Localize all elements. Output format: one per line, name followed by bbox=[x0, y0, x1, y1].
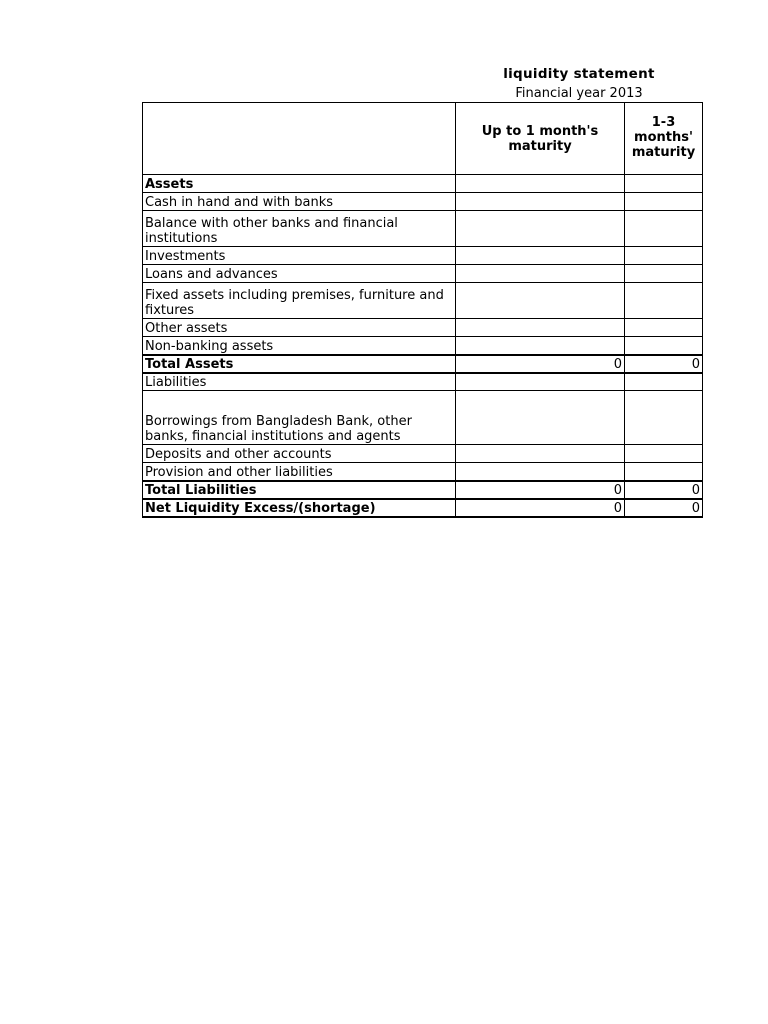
row-label: Fixed assets including premises, furniture and fixtures bbox=[143, 283, 456, 319]
statement-subtitle: Financial year 2013 bbox=[515, 86, 643, 101]
row-value-1 bbox=[456, 337, 625, 355]
row-value-2 bbox=[625, 211, 703, 247]
row-value-2 bbox=[625, 175, 703, 193]
row-value-1 bbox=[456, 373, 625, 391]
row-value-1 bbox=[456, 247, 625, 265]
total-liabilities-row bbox=[143, 481, 703, 499]
row-label: Cash in hand and with banks bbox=[143, 193, 456, 211]
liquidity-table bbox=[142, 102, 703, 518]
column-header-label bbox=[143, 103, 456, 175]
row-label: Investments bbox=[143, 247, 456, 265]
total-assets-row bbox=[143, 355, 703, 373]
row-label: Net Liquidity Excess/(shortage) bbox=[143, 499, 456, 517]
table-row bbox=[143, 445, 703, 463]
row-value-2: 0 bbox=[625, 499, 703, 517]
net-liquidity-row bbox=[143, 499, 703, 517]
row-value-2: 0 bbox=[625, 481, 703, 499]
row-label: Total Liabilities bbox=[143, 481, 456, 499]
statement-title: liquidity statement bbox=[503, 66, 655, 82]
row-value-1: 0 bbox=[456, 499, 625, 517]
table-row bbox=[143, 193, 703, 211]
row-value-1 bbox=[456, 193, 625, 211]
row-label: Deposits and other accounts bbox=[143, 445, 456, 463]
row-value-1 bbox=[456, 211, 625, 247]
row-label: Non-banking assets bbox=[143, 337, 456, 355]
table-row bbox=[143, 283, 703, 319]
column-header-1-3-months: 1-3 months' maturity bbox=[625, 103, 703, 175]
row-label: Loans and advances bbox=[143, 265, 456, 283]
row-value-2: 0 bbox=[625, 355, 703, 373]
table-header-row bbox=[143, 103, 703, 175]
row-value-2 bbox=[625, 265, 703, 283]
table-row bbox=[143, 247, 703, 265]
table-row bbox=[143, 319, 703, 337]
table-row bbox=[143, 337, 703, 355]
table-row bbox=[143, 373, 703, 391]
row-value-2 bbox=[625, 391, 703, 445]
table-row bbox=[143, 391, 703, 445]
row-value-2 bbox=[625, 445, 703, 463]
row-value-2 bbox=[625, 319, 703, 337]
row-label: Other assets bbox=[143, 319, 456, 337]
row-label: Liabilities bbox=[143, 373, 456, 391]
row-value-1 bbox=[456, 391, 625, 445]
table-row bbox=[143, 211, 703, 247]
row-value-2 bbox=[625, 373, 703, 391]
row-value-1: 0 bbox=[456, 481, 625, 499]
row-label: Borrowings from Bangladesh Bank, other banks, financial institutions and agents bbox=[143, 391, 456, 445]
row-value-1 bbox=[456, 265, 625, 283]
row-value-1: 0 bbox=[456, 355, 625, 373]
row-label: Assets bbox=[143, 175, 456, 193]
row-label: Total Assets bbox=[143, 355, 456, 373]
table-row bbox=[143, 463, 703, 481]
row-value-1 bbox=[456, 175, 625, 193]
column-header-up-to-1-month: Up to 1 month's maturity bbox=[456, 103, 625, 175]
row-value-2 bbox=[625, 463, 703, 481]
row-value-1 bbox=[456, 463, 625, 481]
row-label: Provision and other liabilities bbox=[143, 463, 456, 481]
table-row bbox=[143, 265, 703, 283]
row-value-2 bbox=[625, 193, 703, 211]
row-value-1 bbox=[456, 319, 625, 337]
row-value-2 bbox=[625, 283, 703, 319]
row-value-1 bbox=[456, 283, 625, 319]
row-label: Balance with other banks and financial institutions bbox=[143, 211, 456, 247]
row-value-1 bbox=[456, 445, 625, 463]
table-row bbox=[143, 175, 703, 193]
row-value-2 bbox=[625, 247, 703, 265]
row-value-2 bbox=[625, 337, 703, 355]
